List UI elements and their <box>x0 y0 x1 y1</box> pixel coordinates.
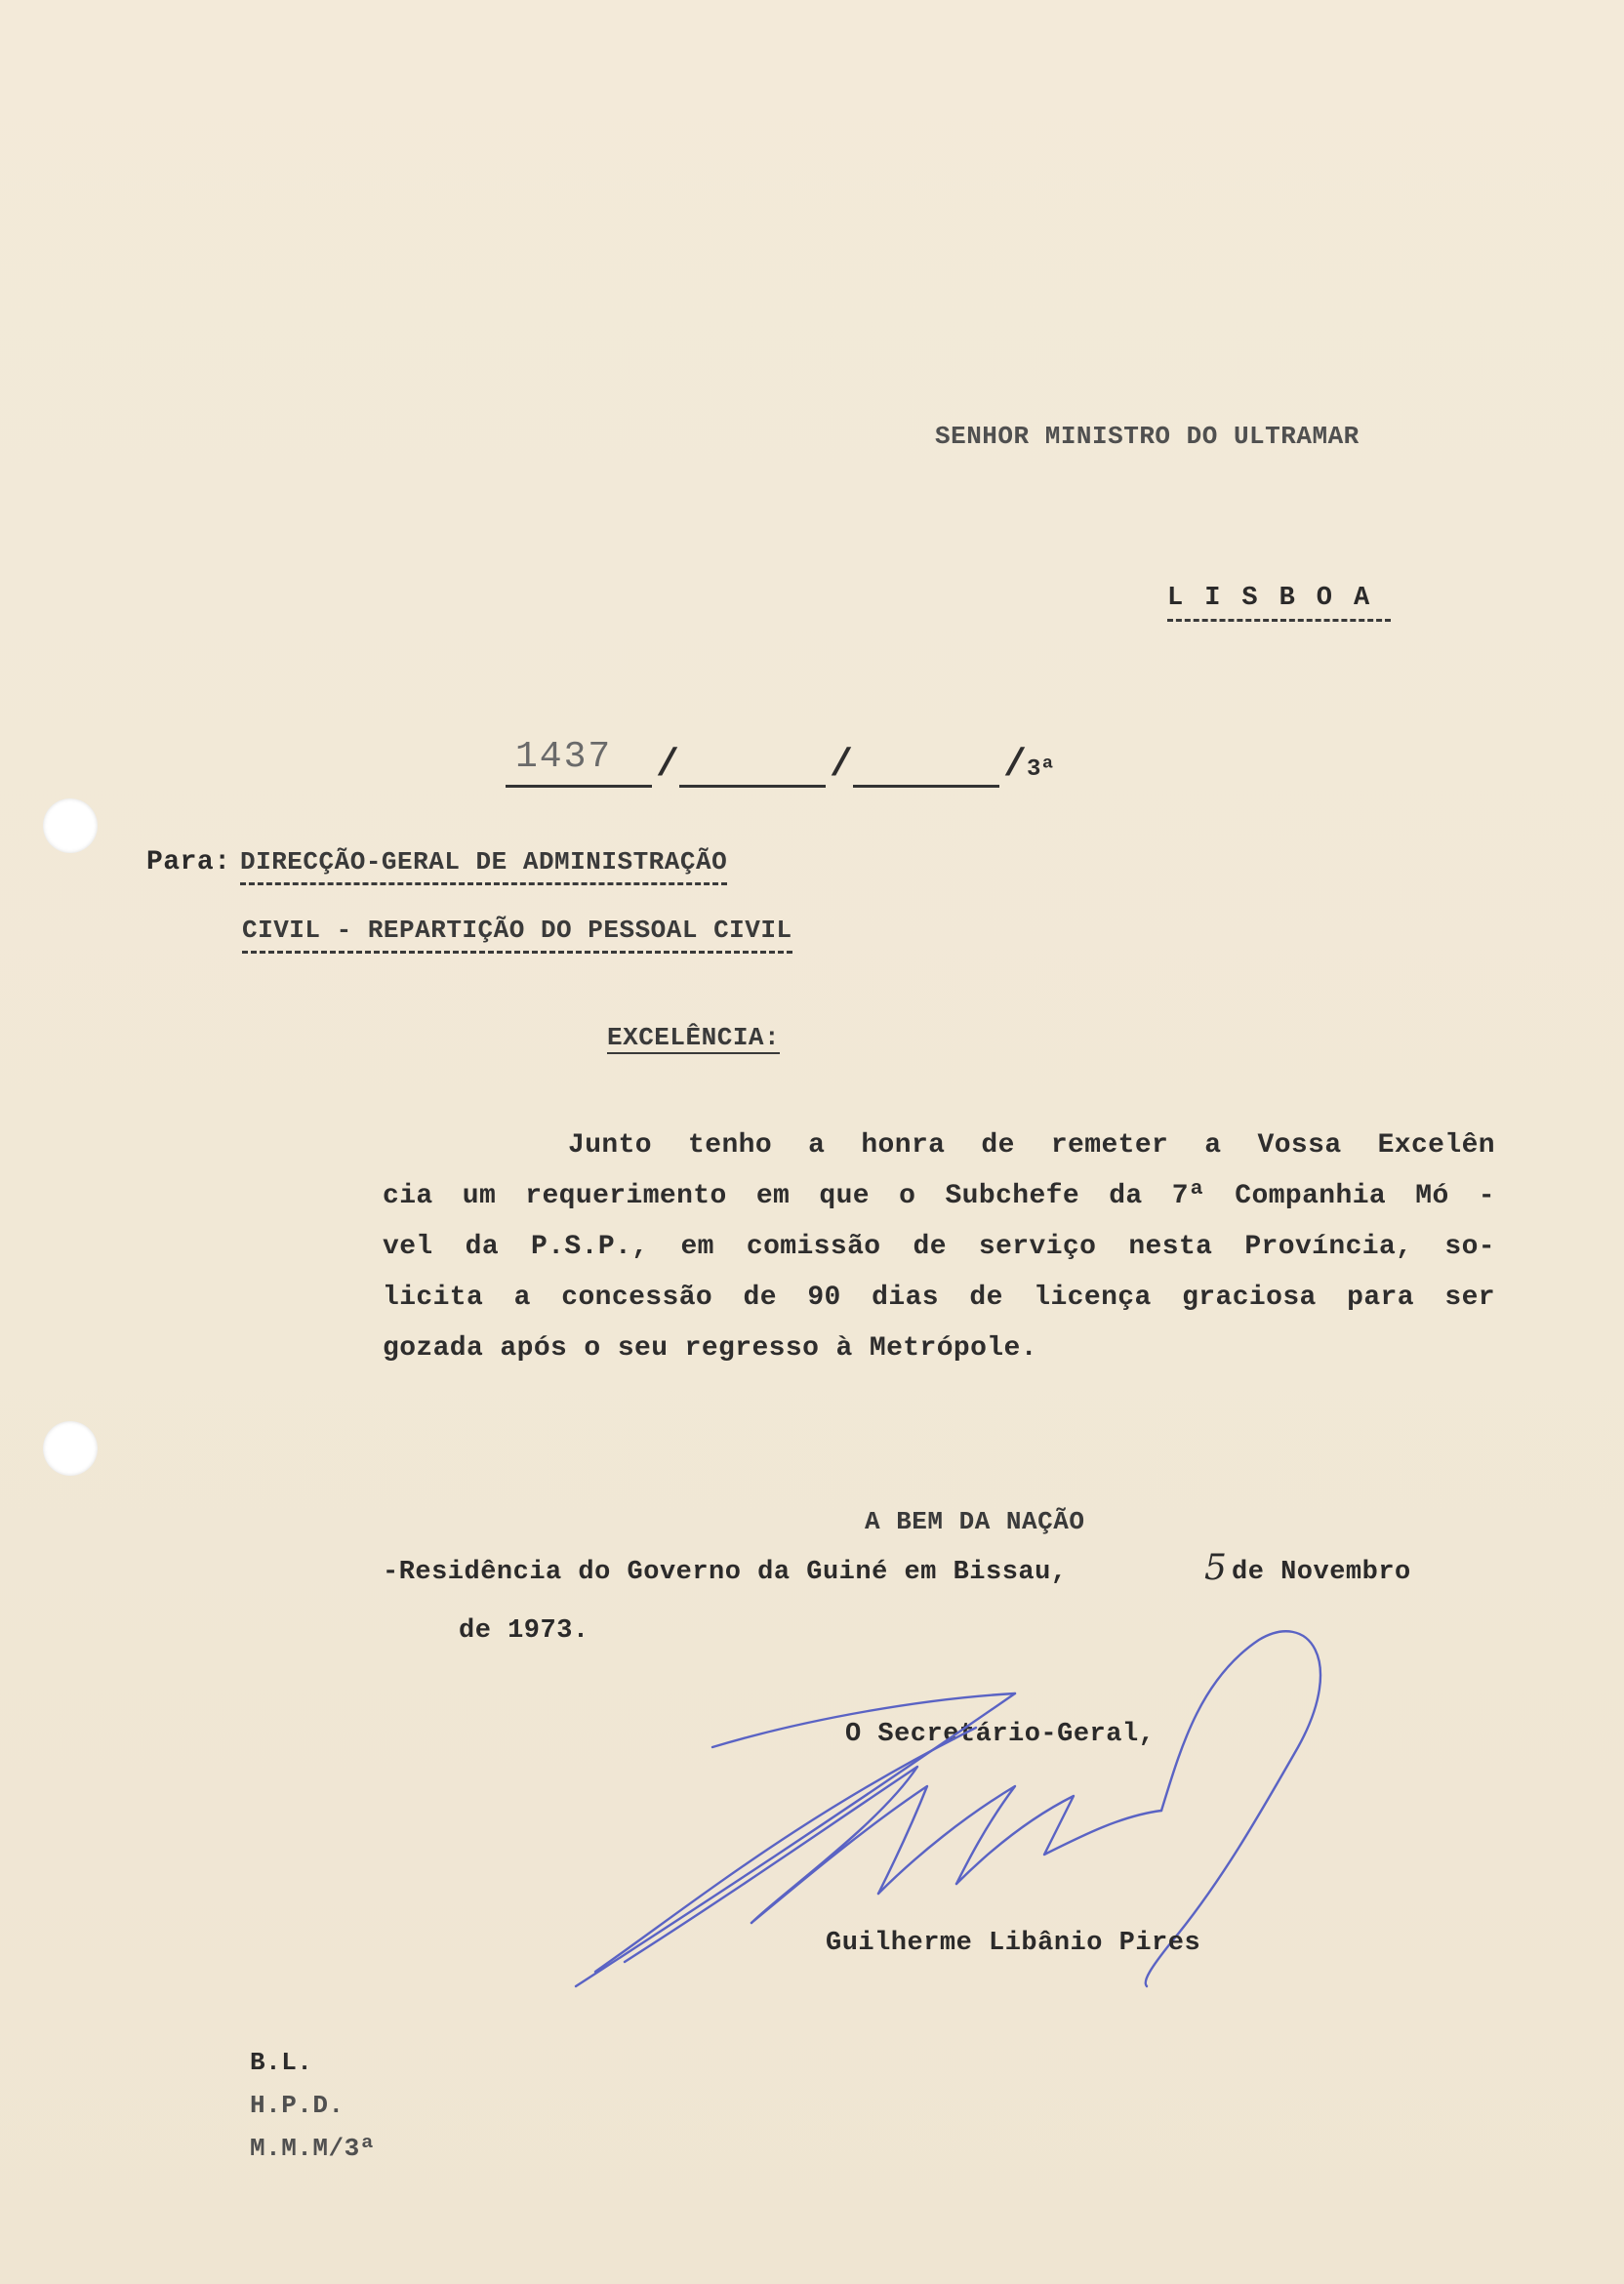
para-line-1: DIRECÇÃO-GERAL DE ADMINISTRAÇÃO <box>240 847 727 885</box>
closing-place: -Residência do Governo da Guiné em Bissau, <box>383 1558 1068 1587</box>
closing-motto: A BEM DA NAÇÃO <box>865 1507 1085 1536</box>
reference-field-3 <box>853 742 999 788</box>
closing-day: 5 <box>1204 1548 1228 1588</box>
body-line-2: cia um requerimento em que o Subchefe da 7ª Companhia Mó - <box>383 1181 1495 1211</box>
initials-line-3: M.M.M/3ª <box>250 2134 376 2163</box>
signatory-name: Guilherme Libânio Pires <box>826 1929 1201 1958</box>
salutation: EXCELÊNCIA: <box>607 1023 781 1052</box>
punch-hole-bottom <box>43 1421 98 1476</box>
signatory-title: O Secretário-Geral, <box>845 1720 1156 1749</box>
closing-year: de 1973. <box>459 1616 589 1646</box>
reference-field-2 <box>679 742 826 788</box>
para-label: Para: <box>146 847 231 877</box>
para-line-2: CIVIL - REPARTIÇÃO DO PESSOAL CIVIL <box>242 916 792 954</box>
reference-suffix: 3ª <box>1027 756 1055 783</box>
reference-number-field <box>506 736 652 788</box>
reference-line: 1437 / / /3ª <box>506 742 1055 788</box>
initials-line-1: B.L. <box>250 2048 313 2077</box>
reference-number: 1437 <box>515 736 613 778</box>
initials-line-2: H.P.D. <box>250 2091 345 2120</box>
punch-hole-top <box>43 798 98 853</box>
body-line-4: licita a concessão de 90 dias de licença graciosa para ser <box>383 1283 1495 1313</box>
addressee-line: SENHOR MINISTRO DO ULTRAMAR <box>935 422 1360 451</box>
body-line-1: Junto tenho a honra de remeter a Vossa Excelên <box>568 1130 1495 1161</box>
body-line-5: gozada após o seu regresso à Metrópole. <box>383 1333 1037 1364</box>
addressee-city: LISBOA <box>1167 584 1391 622</box>
body-line-3: vel da P.S.P., em comissão de serviço nesta Província, so- <box>383 1232 1495 1262</box>
closing-month: de Novembro <box>1232 1558 1411 1587</box>
